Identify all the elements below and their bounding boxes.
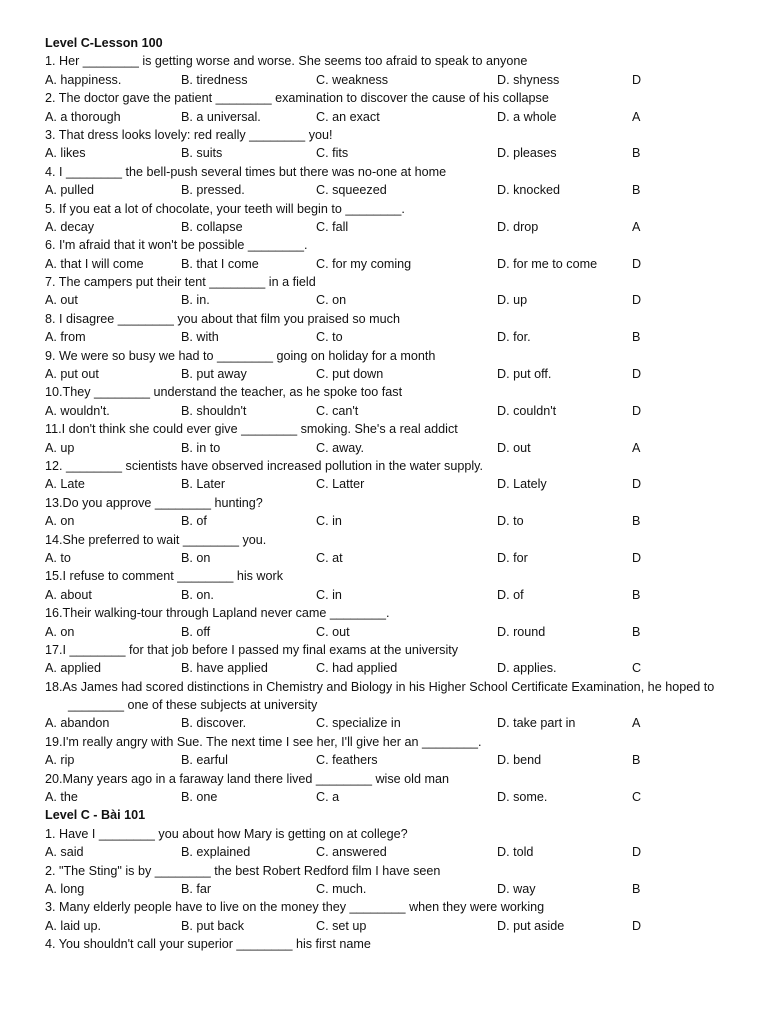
option-b: B. pressed. bbox=[181, 183, 245, 198]
option-d: D. shyness bbox=[497, 72, 560, 87]
options-row bbox=[0, 402, 768, 420]
answer-key: A bbox=[632, 109, 641, 124]
option-a: A. happiness. bbox=[45, 72, 122, 87]
option-d: D. put aside bbox=[497, 918, 565, 933]
answer-key: B bbox=[632, 624, 641, 639]
option-c: C. in bbox=[316, 514, 342, 529]
option-d: D. drop bbox=[497, 219, 539, 234]
option-d: D. way bbox=[497, 882, 536, 896]
section-title: Level C - Bài 101 bbox=[45, 808, 146, 823]
answer-key: B bbox=[632, 146, 641, 161]
question-text: 6. I'm afraid that it won't be possible ________. bbox=[45, 238, 308, 253]
option-a: A. that I will come bbox=[45, 256, 144, 271]
options-row bbox=[0, 880, 768, 898]
question-text: 4. You shouldn't call your superior ________ his first name bbox=[45, 937, 371, 952]
option-c: C. set up bbox=[316, 918, 367, 933]
option-d: D. out bbox=[497, 440, 531, 455]
options-row bbox=[0, 71, 768, 89]
option-d: D. applies. bbox=[497, 661, 557, 676]
answer-key: B bbox=[632, 514, 641, 529]
question-text: 15.I refuse to comment ________ his work bbox=[45, 569, 284, 584]
option-d: D. of bbox=[497, 587, 524, 602]
option-a: A. likes bbox=[45, 146, 86, 161]
option-b: B. of bbox=[181, 514, 207, 529]
option-b: B. shouldn't bbox=[181, 403, 247, 418]
answer-key: D bbox=[632, 550, 642, 565]
option-a: A. on bbox=[45, 624, 75, 639]
options-row bbox=[0, 623, 768, 641]
option-b: B. tiredness bbox=[181, 72, 248, 87]
option-a: A. pulled bbox=[45, 183, 95, 198]
answer-key: D bbox=[632, 477, 642, 492]
option-d: D. up bbox=[497, 293, 528, 308]
question-text: 14.She preferred to wait ________ you. bbox=[45, 532, 267, 547]
option-c: C. on bbox=[316, 293, 347, 308]
option-d: D. told bbox=[497, 845, 534, 860]
option-b: B. earful bbox=[181, 753, 228, 768]
option-b: B. explained bbox=[181, 845, 251, 860]
question-text: 8. I disagree ________ you about that film you praised so much bbox=[45, 311, 400, 326]
option-c: C. out bbox=[316, 624, 350, 639]
option-a: A. wouldn't. bbox=[45, 403, 110, 418]
option-a: A. on bbox=[45, 514, 75, 529]
option-c: C. fall bbox=[316, 219, 349, 234]
option-b: B. off bbox=[181, 624, 211, 639]
option-b: B. far bbox=[181, 882, 212, 896]
option-a: A. the bbox=[45, 790, 78, 805]
option-d: D. bend bbox=[497, 753, 542, 768]
options-row bbox=[0, 788, 768, 806]
option-b: B. with bbox=[181, 330, 219, 345]
question-text: 1. Her ________ is getting worse and worse. She seems too afraid to speak to anyone bbox=[45, 54, 528, 69]
option-b: B. have applied bbox=[181, 661, 268, 676]
question-text: 5. If you eat a lot of chocolate, your teeth will begin to ________. bbox=[45, 201, 405, 216]
option-c: C. for my coming bbox=[316, 256, 412, 271]
options-row bbox=[0, 659, 768, 677]
option-d: D. couldn't bbox=[497, 403, 557, 418]
option-b: B. Later bbox=[181, 477, 226, 492]
answer-key: B bbox=[632, 753, 641, 768]
options-row bbox=[0, 144, 768, 162]
answer-key: A bbox=[632, 716, 641, 731]
option-d: D. round bbox=[497, 624, 546, 639]
answer-key: D bbox=[632, 72, 642, 87]
option-b: B. that I come bbox=[181, 256, 259, 271]
options-row bbox=[0, 181, 768, 199]
option-a: A. decay bbox=[45, 219, 95, 234]
option-b: B. discover. bbox=[181, 716, 247, 731]
question-text: 4. I ________ the bell-push several times but there was no-one at home bbox=[45, 164, 447, 179]
question-text: 12. ________ scientists have observed increased pollution in the water supply. bbox=[45, 458, 484, 473]
question-text: 3. Many elderly people have to live on the money they ________ when they were working bbox=[45, 900, 545, 915]
option-b: B. put away bbox=[181, 367, 247, 382]
answer-key: B bbox=[632, 882, 641, 896]
option-c: C. feathers bbox=[316, 753, 378, 768]
option-c: C. answered bbox=[316, 845, 387, 860]
options-row bbox=[0, 475, 768, 493]
question-text: 11.I don't think she could ever give ________ smoking. She's a real addict bbox=[45, 422, 458, 437]
option-b: B. on bbox=[181, 550, 211, 565]
option-c: C. specialize in bbox=[316, 716, 401, 731]
answer-key: A bbox=[632, 440, 641, 455]
answer-key: D bbox=[632, 918, 642, 933]
question-text: 18.As James had scored distinctions in Chemistry and Biology in his Higher School Certificate Examination, he hoped to ________ one of these subjects at university bbox=[45, 679, 715, 713]
question-text: 17.I ________ for that job before I passed my final exams at the university bbox=[45, 642, 459, 657]
answer-key: D bbox=[632, 367, 642, 382]
question-text: 2. The doctor gave the patient ________ examination to discover the cause of his collapse bbox=[45, 91, 549, 106]
options-row bbox=[0, 291, 768, 309]
option-d: D. a whole bbox=[497, 109, 557, 124]
question-text: 19.I'm really angry with Sue. The next time I see her, I'll give her an ________. bbox=[45, 734, 482, 749]
question-text: 13.Do you approve ________ hunting? bbox=[45, 495, 263, 510]
option-c: C. an exact bbox=[316, 109, 380, 124]
answer-key: A bbox=[632, 219, 641, 234]
answer-key: D bbox=[632, 845, 642, 860]
option-b: B. suits bbox=[181, 146, 223, 161]
answer-key: D bbox=[632, 403, 642, 418]
option-a: A. Late bbox=[45, 477, 85, 492]
question-text: 7. The campers put their tent ________ in a field bbox=[45, 275, 316, 290]
options-row bbox=[0, 365, 768, 383]
option-c: C. weakness bbox=[316, 72, 389, 87]
option-c: C. squeezed bbox=[316, 183, 387, 198]
option-d: D. to bbox=[497, 514, 524, 529]
options-row bbox=[0, 586, 768, 604]
option-a: A. about bbox=[45, 587, 92, 602]
answer-key: B bbox=[632, 330, 641, 345]
option-a: A. said bbox=[45, 845, 84, 860]
option-b: B. in. bbox=[181, 293, 210, 308]
option-a: A. to bbox=[45, 550, 71, 565]
option-a: A. rip bbox=[45, 753, 75, 768]
options-row bbox=[0, 328, 768, 346]
option-b: B. in to bbox=[181, 440, 221, 455]
option-c: C. much. bbox=[316, 882, 367, 896]
option-d: D. take part in bbox=[497, 716, 576, 731]
answer-key: D bbox=[632, 293, 642, 308]
answer-key: D bbox=[632, 256, 642, 271]
answer-key: C bbox=[632, 661, 642, 676]
option-b: B. put back bbox=[181, 918, 245, 933]
option-a: A. up bbox=[45, 440, 75, 455]
option-c: C. in bbox=[316, 587, 342, 602]
option-a: A. from bbox=[45, 330, 86, 345]
option-d: D. knocked bbox=[497, 183, 560, 198]
option-c: C. at bbox=[316, 550, 343, 565]
option-d: D. for bbox=[497, 550, 528, 565]
options-row bbox=[0, 917, 768, 935]
options-row bbox=[0, 218, 768, 236]
question-text: 20.Many years ago in a faraway land there lived ________ wise old man bbox=[45, 771, 449, 786]
option-a: A. put out bbox=[45, 367, 99, 382]
option-c: C. to bbox=[316, 330, 343, 345]
option-c: C. fits bbox=[316, 146, 349, 161]
option-c: C. Latter bbox=[316, 477, 365, 492]
option-a: A. long bbox=[45, 882, 85, 896]
answer-key: C bbox=[632, 790, 642, 805]
options-row bbox=[0, 439, 768, 457]
option-c: C. a bbox=[316, 790, 340, 805]
question-text: 16.Their walking-tour through Lapland never came ________. bbox=[45, 606, 390, 621]
options-row bbox=[0, 714, 768, 732]
option-c: C. had applied bbox=[316, 661, 398, 676]
option-b: B. on. bbox=[181, 587, 214, 602]
options-row bbox=[0, 549, 768, 567]
option-b: B. one bbox=[181, 790, 218, 805]
question-text: 9. We were so busy we had to ________ going on holiday for a month bbox=[45, 348, 436, 363]
option-c: C. can't bbox=[316, 403, 359, 418]
option-b: B. a universal. bbox=[181, 109, 261, 124]
options-row bbox=[0, 512, 768, 530]
options-row bbox=[0, 255, 768, 273]
options-row bbox=[0, 751, 768, 769]
option-b: B. collapse bbox=[181, 219, 243, 234]
option-a: A. laid up. bbox=[45, 918, 102, 933]
option-a: A. a thorough bbox=[45, 109, 121, 124]
option-d: D. pleases bbox=[497, 146, 557, 161]
option-a: A. out bbox=[45, 293, 78, 308]
option-d: D. some. bbox=[497, 790, 548, 805]
section-title: Level C-Lesson 100 bbox=[45, 36, 163, 50]
option-a: A. applied bbox=[45, 661, 102, 676]
option-d: D. Lately bbox=[497, 477, 547, 492]
worksheet bbox=[0, 34, 768, 954]
option-d: D. for. bbox=[497, 330, 531, 345]
option-a: A. abandon bbox=[45, 716, 110, 731]
question-text: 1. Have I ________ you about how Mary is getting on at college? bbox=[45, 826, 408, 841]
question-text: 2. "The Sting" is by ________ the best Robert Redford film I have seen bbox=[45, 863, 441, 878]
question-text: 3. That dress looks lovely: red really ________ you! bbox=[45, 127, 333, 142]
question-text: 10.They ________ understand the teacher, as he spoke too fast bbox=[45, 385, 403, 400]
answer-key: B bbox=[632, 587, 641, 602]
option-c: C. away. bbox=[316, 440, 365, 455]
answer-key: B bbox=[632, 183, 641, 198]
options-row bbox=[0, 108, 768, 126]
option-d: D. for me to come bbox=[497, 256, 598, 271]
options-row bbox=[0, 843, 768, 861]
option-c: C. put down bbox=[316, 367, 384, 382]
option-d: D. put off. bbox=[497, 367, 552, 382]
